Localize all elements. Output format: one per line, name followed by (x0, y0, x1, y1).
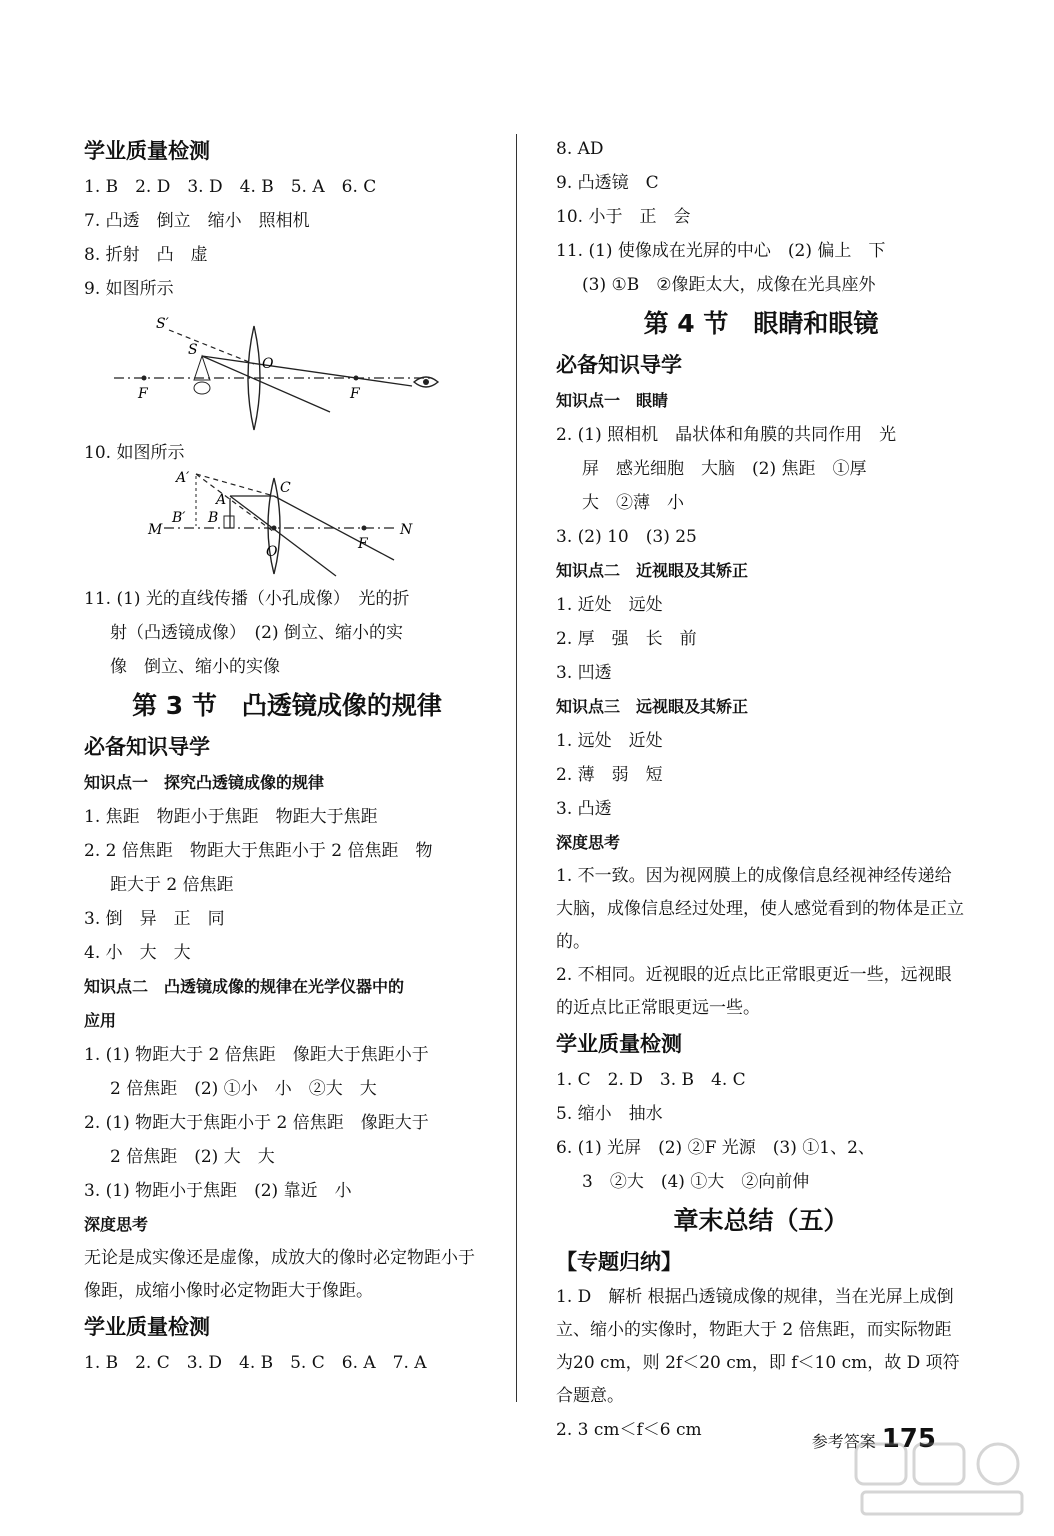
lens-diagram-10 (84, 470, 484, 582)
label-n: N (400, 522, 413, 538)
knowledge-point-heading: 知识点一 探究凸透镜成像的规律 (84, 773, 325, 792)
deep-thinking-text: 无论是成实像还是虚像，成放大的像时必定物距小于像距，成缩小像时必定物距大于像距。 (84, 1248, 475, 1301)
answer-line: 3 ②大 (4) ①大 ②向前伸 (582, 1172, 810, 1192)
subsection-heading: 必备知识导学 (556, 353, 682, 377)
deep-thinking-answer: 1. 不一致。因为视网膜上的成像信息经视神经传递给大脑，成像信息经过处理，使人感觉看到的物体是正立的。 (556, 866, 964, 952)
label-b: B (208, 510, 219, 526)
section-heading: 学业质量检测 (556, 1032, 682, 1056)
knowledge-point-heading: 应用 (84, 1011, 117, 1030)
watermark-logo-icon (852, 1440, 1032, 1520)
answer-line: 距大于 2 倍焦距 (110, 875, 234, 895)
section-heading: 学业质量检测 (84, 139, 210, 163)
footer-label: 参考答案 (811, 1432, 876, 1451)
answer-line: 3. (2) 10 (3) 25 (556, 527, 697, 547)
answer-line: 1. 近处 远处 (556, 595, 663, 615)
answer-line: 像 倒立、缩小的实像 (110, 657, 280, 677)
section-heading: 学业质量检测 (84, 1315, 210, 1339)
answer-line: 3. 倒 异 正 同 (84, 909, 225, 929)
knowledge-point-heading: 知识点一 眼睛 (556, 391, 669, 410)
right-column (556, 128, 966, 1447)
label-s: S (188, 342, 198, 358)
answer-line: 5. 缩小 抽水 (556, 1104, 663, 1124)
answer-line: 4. 小 大 大 (84, 943, 191, 963)
answer-line: 3. 凸透 (556, 799, 612, 819)
label-o: O (262, 356, 274, 372)
answer-line: 1. 远处 近处 (556, 731, 663, 751)
answer-line: 2. 3 cm＜f＜6 cm (556, 1420, 702, 1440)
answer-line: 1. C 2. D 3. B 4. C (556, 1070, 746, 1090)
topic-heading: 【专题归纳】 (556, 1250, 682, 1274)
answer-line: 1. (1) 物距大于 2 倍焦距 像距大于焦距小于 (84, 1045, 429, 1065)
deep-thinking-answer: 2. 不相同。近视眼的近点比正常眼更近一些，远视眼的近点比正常眼更远一些。 (556, 965, 952, 1018)
section-title: 第 4 节 眼睛和眼镜 (643, 309, 879, 338)
label-a-prime: A′ (176, 470, 190, 486)
answer-line: 射（凸透镜成像） (2) 倒立、缩小的实 (110, 623, 403, 643)
answer-line: 10. 如图所示 (84, 443, 185, 463)
answer-line: 11. (1) 使像成在光屏的中心 (2) 偏上 下 (556, 241, 886, 261)
label-b-prime: B′ (172, 510, 186, 526)
deep-thinking-heading: 深度思考 (84, 1215, 149, 1234)
answer-line: 大 ②薄 小 (582, 493, 684, 513)
deep-thinking-heading: 深度思考 (556, 833, 621, 852)
label-a: A (216, 492, 227, 508)
answer-line: 2. (1) 物距大于焦距小于 2 倍焦距 像距大于 (84, 1113, 429, 1133)
label-f-right: F (350, 386, 360, 402)
answer-line: 6. (1) 光屏 (2) ②F 光源 (3) ①1、2、 (556, 1138, 875, 1158)
label-f: F (358, 536, 368, 552)
answer-line: 1. 焦距 物距小于焦距 物距大于焦距 (84, 807, 378, 827)
answer-line: 2. 2 倍焦距 物距大于焦距小于 2 倍焦距 物 (84, 841, 433, 861)
answer-explanation: 1. D 解析 根据凸透镜成像的规律，当在光屏上成倒立、缩小的实像时，物距大于 2 倍焦距，而实际物距为20 cm，则 2f＜20 cm，即 f＜10 cm，故 D 项符合题意。 (556, 1287, 960, 1406)
page-number: 175 (881, 1424, 936, 1454)
label-f-left: F (138, 386, 148, 402)
answer-line: 7. 凸透 倒立 缩小 照相机 (84, 211, 310, 231)
label-m: M (148, 522, 163, 538)
label-s-prime: S′ (156, 316, 169, 332)
knowledge-point-heading: 知识点二 近视眼及其矫正 (556, 561, 749, 580)
answer-line: 2. (1) 照相机 晶状体和角膜的共同作用 光 (556, 425, 897, 445)
answer-line: 8. AD (556, 139, 604, 159)
label-c: C (280, 480, 291, 496)
answer-line: 9. 如图所示 (84, 279, 174, 299)
answer-line: 9. 凸透镜 C (556, 173, 659, 193)
answer-line: 1. B 2. C 3. D 4. B 5. C 6. A 7. A (84, 1353, 427, 1373)
answer-line: 2 倍焦距 (2) ①小 小 ②大 大 (110, 1079, 377, 1099)
answer-line: 8. 折射 凸 虚 (84, 245, 208, 265)
chapter-summary-title: 章末总结（五） (673, 1206, 849, 1235)
answer-line: 屏 感光细胞 大脑 (2) 焦距 ①厚 (582, 459, 867, 479)
label-o: O (266, 544, 278, 560)
left-column (84, 128, 490, 1380)
lens-diagram-9 (84, 306, 484, 436)
answer-line: 3. 凹透 (556, 663, 612, 683)
answer-line: 10. 小于 正 会 (556, 207, 691, 227)
answer-line: 2. 薄 弱 短 (556, 765, 663, 785)
answer-line: 2. 厚 强 长 前 (556, 629, 697, 649)
answer-line: 3. (1) 物距小于焦距 (2) 靠近 小 (84, 1181, 352, 1201)
column-divider (516, 134, 517, 1402)
subsection-heading: 必备知识导学 (84, 735, 210, 759)
answer-line: 1. B 2. D 3. D 4. B 5. A 6. C (84, 177, 377, 197)
answer-line: (3) ①B ②像距太大，成像在光具座外 (582, 275, 876, 295)
knowledge-point-heading: 知识点三 远视眼及其矫正 (556, 697, 749, 716)
section-title: 第 3 节 凸透镜成像的规律 (132, 691, 442, 720)
answer-line: 11. (1) 光的直线传播（小孔成像） 光的折 (84, 589, 410, 609)
knowledge-point-heading: 知识点二 凸透镜成像的规律在光学仪器中的 (84, 977, 405, 996)
answer-line: 2 倍焦距 (2) 大 大 (110, 1147, 275, 1167)
